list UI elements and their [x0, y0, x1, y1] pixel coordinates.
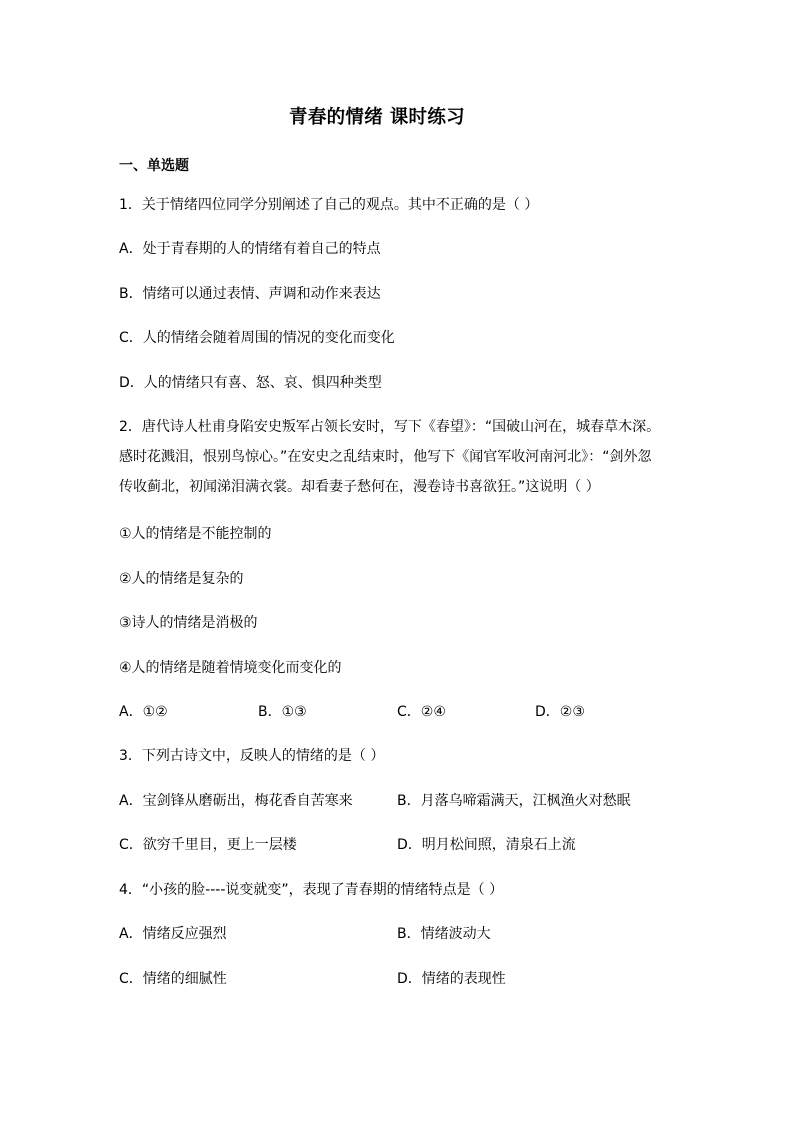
question-1-option-d: D．人的情绪只有喜、怒、哀、惧四种类型 — [119, 375, 382, 391]
question-2-stem-line-1: 2．唐代诗人杜甫身陷安史叛军占领长安时，写下《春望》：“国破山河在，城春草木深。 — [119, 419, 661, 435]
question-4-option-c: C．情绪的细腻性 — [119, 971, 227, 987]
question-4-stem: 4．“小孩的脸----说变就变”，表现了青春期的情绪特点是（ ） — [119, 882, 504, 898]
question-2-option-b: B．①③ — [258, 704, 307, 720]
question-2-option-a: A．①② — [119, 704, 168, 720]
question-2-option-c: C．②④ — [397, 704, 446, 720]
question-3-stem: 3．下列古诗文中，反映人的情绪的是（ ） — [119, 748, 385, 764]
question-2-option-d: D．②③ — [535, 704, 585, 720]
question-2-statement-4: ④人的情绪是随着情境变化而变化的 — [119, 660, 342, 676]
question-2-stem-line-3: 传收蓟北，初闻涕泪满衣裳。却看妻子愁何在，漫卷诗书喜欲狂。”这说明（ ） — [119, 479, 600, 495]
question-2-statement-3: ③诗人的情绪是消极的 — [119, 615, 258, 631]
question-2-stem-line-2: 感时花溅泪，恨别鸟惊心。”在安史之乱结束时，他写下《闻官军收河南河北》：“剑外忽 — [119, 449, 652, 465]
question-1-stem: 1．关于情绪四位同学分别阐述了自己的观点。其中不正确的是（ ） — [119, 197, 539, 213]
question-1-option-c: C．人的情绪会随着周围的情况的变化而变化 — [119, 330, 395, 346]
question-3-option-b: B．月落乌啼霜满天，江枫渔火对愁眠 — [397, 793, 631, 809]
section-heading: 一、单选题 — [119, 158, 189, 174]
question-2-statement-2: ②人的情绪是复杂的 — [119, 571, 244, 587]
question-1-option-b: B．情绪可以通过表情、声调和动作来表达 — [119, 286, 381, 302]
question-3-option-a: A．宝剑锋从磨砺出，梅花香自苦寒来 — [119, 793, 353, 809]
page-title: 青春的情绪 课时练习 — [289, 107, 465, 128]
question-1-option-a: A．处于青春期的人的情绪有着自己的特点 — [119, 241, 381, 257]
question-2-statement-1: ①人的情绪是不能控制的 — [119, 526, 272, 542]
question-3-option-c: C．欲穷千里目，更上一层楼 — [119, 837, 297, 853]
question-4-option-b: B．情绪波动大 — [397, 926, 491, 942]
question-4-option-d: D．情绪的表现性 — [397, 971, 506, 987]
question-4-option-a: A．情绪反应强烈 — [119, 926, 227, 942]
question-3-option-d: D．明月松间照，清泉石上流 — [397, 837, 576, 853]
